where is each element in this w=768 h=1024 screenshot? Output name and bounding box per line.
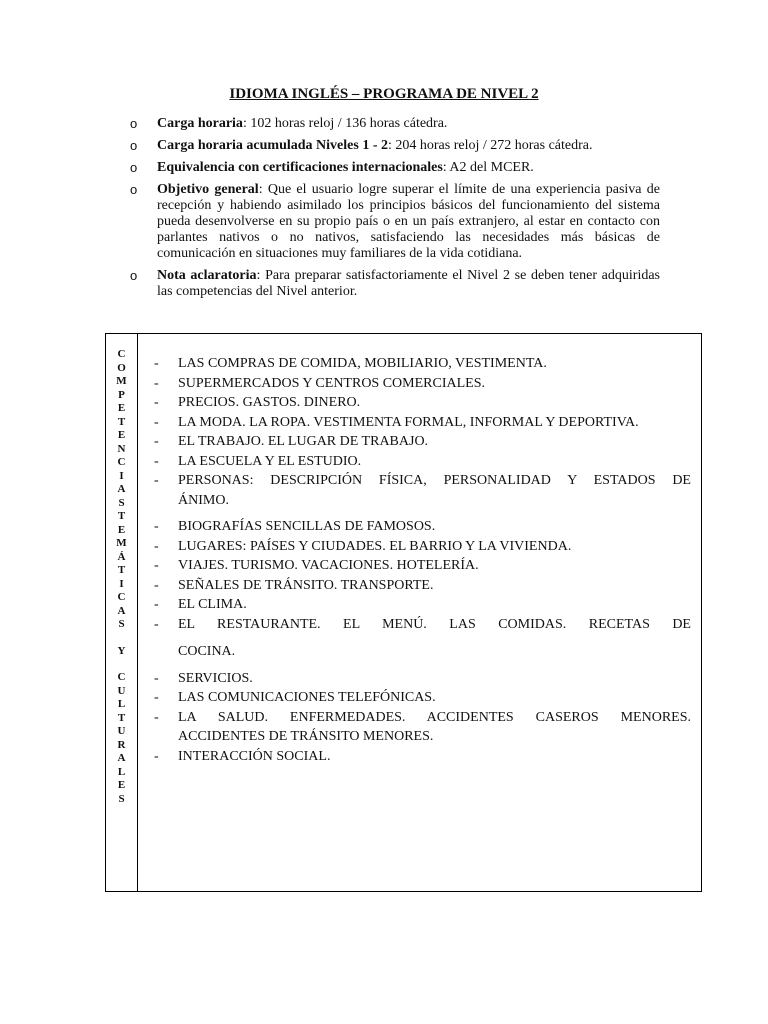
vertical-label-letter: Á: [117, 550, 126, 563]
vertical-label-letter: T: [117, 415, 126, 428]
detail-label: Objetivo general: [157, 182, 259, 197]
topic-item: [154, 537, 691, 557]
topic-text: LA MODA. LA ROPA. VESTIMENTA FORMAL, INFORMAL Y DEPORTIVA.: [178, 414, 639, 430]
topic-item: [154, 747, 691, 767]
topic-item: [154, 452, 691, 472]
topic-dash: -: [154, 375, 159, 391]
topic-dash: -: [154, 453, 159, 469]
detail-text: : 102 horas reloj / 136 horas cátedra.: [242, 116, 448, 131]
vertical-label-letter: E: [117, 523, 126, 536]
vertical-label-letter: T: [117, 711, 126, 724]
vertical-label-letter: E: [117, 779, 126, 791]
vertical-label-column: [106, 334, 138, 891]
vertical-label-gap: [106, 632, 137, 645]
topic-dash: -: [154, 538, 159, 554]
detail-objetivo-general: [130, 182, 660, 262]
topic-item: [154, 595, 691, 615]
topic-dash: -: [154, 434, 159, 449]
topic-continuation: ÁNIMO.: [178, 492, 229, 508]
topic-dash: -: [154, 616, 159, 632]
bullet-mark: o: [130, 268, 138, 283]
vertical-label-letter: S: [118, 618, 125, 630]
topic-text: LA ESCUELA Y EL ESTUDIO.: [178, 453, 362, 469]
detail-text: : Que el usuario logre superar el límite de una experiencia pasiva de recepción y habiendo asimilado los principios básicos del funcionamiento del sistema pueda desenvolverse en su propio país o en un país extranjero, al estar en contacto con parlantes nativos o no nativos, satisfaciendo las necesidades más básicas de comunicación en situaciones muy familiares de la vida cotidiana.: [157, 182, 660, 261]
topic-dash: -: [154, 473, 159, 488]
topic-dash: -: [154, 597, 159, 612]
vertical-label-letter: U: [117, 684, 126, 697]
detail-label: Equivalencia con certificaciones internacionales: [157, 160, 443, 175]
topic-continuation: COCINA.: [178, 644, 236, 659]
topic-item: [154, 432, 691, 452]
topic-item: [154, 669, 691, 689]
detail-text: : A2 del MCER.: [442, 160, 534, 175]
topic-continuation: ACCIDENTES DE TRÁNSITO MENORES.: [178, 729, 434, 744]
topic-dash: -: [154, 577, 159, 593]
topic-dash: -: [154, 519, 159, 534]
detail-carga-acumulada: [130, 138, 660, 154]
detail-label: Carga horaria: [157, 116, 243, 131]
vertical-label-letter: C: [117, 591, 126, 603]
topic-text: PRECIOS. GASTOS. DINERO.: [178, 395, 361, 410]
topic-dash: -: [154, 748, 159, 764]
topic-item: [154, 576, 691, 596]
topic-dash: -: [154, 709, 159, 725]
vertical-label: [106, 348, 137, 806]
vertical-label-letter: C: [117, 671, 126, 683]
vertical-label-letter: M: [116, 375, 127, 387]
topic-text: PERSONAS: DESCRIPCIÓN FÍSICA, PERSONALIDAD Y ESTADOS DE: [178, 473, 691, 488]
vertical-label-letter: I: [119, 469, 124, 482]
vertical-label-letter: T: [117, 510, 126, 522]
vertical-label-letter: C: [117, 456, 126, 468]
topic-text: LAS COMPRAS DE COMIDA, MOBILIARIO, VESTIMENTA.: [178, 356, 547, 371]
vertical-label-letter: A: [117, 604, 126, 617]
vertical-label-letter: R: [117, 738, 126, 751]
detail-label: Carga horaria acumulada Niveles 1 - 2: [157, 138, 388, 153]
topic-item: [154, 413, 691, 433]
vertical-label-letter: P: [118, 388, 125, 401]
topic-item: [154, 374, 691, 394]
vertical-label-letter: S: [118, 792, 125, 805]
topic-item: [154, 556, 691, 576]
detail-text: : Para preparar satisfactoriamente el Nivel 2 se deben tener adquiridas las competencias del Nivel anterior.: [157, 268, 660, 299]
topic-text: INTERACCIÓN SOCIAL.: [178, 748, 331, 764]
vertical-label-letter: M: [116, 537, 127, 549]
vertical-label-letter: T: [117, 564, 126, 576]
detail-nota-aclaratoria: [130, 268, 660, 300]
topic-item: [154, 615, 691, 662]
topic-text: LUGARES: PAÍSES Y CIUDADES. EL BARRIO Y LA VIVIENDA.: [178, 538, 572, 554]
bullet-mark: o: [130, 160, 138, 175]
vertical-label-letter: E: [117, 402, 126, 414]
topic-dash: -: [154, 414, 159, 430]
vertical-label-letter: U: [117, 725, 126, 737]
vertical-label-letter: L: [117, 698, 126, 710]
detail-label: Nota aclaratoria: [157, 268, 257, 283]
detail-carga-horaria: [130, 116, 660, 132]
topic-text: BIOGRAFÍAS SENCILLAS DE FAMOSOS.: [178, 519, 436, 534]
topic-item: [154, 708, 691, 747]
topic-text: LAS COMUNICACIONES TELEFÓNICAS.: [178, 690, 436, 705]
topic-item: [154, 471, 691, 510]
vertical-label-gap: [106, 658, 137, 671]
vertical-label-letter: I: [119, 577, 124, 590]
bullet-mark: o: [130, 138, 138, 153]
program-details-list: [130, 116, 660, 306]
topic-dash: -: [154, 395, 159, 410]
topic-text: SERVICIOS.: [178, 670, 253, 686]
topic-item: [154, 517, 691, 537]
detail-text: : 204 horas reloj / 272 horas cátedra.: [387, 138, 593, 153]
topic-dash: -: [154, 356, 159, 371]
vertical-label-letter: S: [118, 496, 125, 509]
topic-text: EL CLIMA.: [178, 597, 247, 612]
topic-item: [154, 393, 691, 413]
topic-text: EL RESTAURANTE. EL MENÚ. LAS COMIDAS. RECETAS DE: [178, 616, 691, 632]
topic-item: [154, 688, 691, 708]
bullet-mark: o: [130, 116, 138, 131]
topic-dash: -: [154, 558, 159, 573]
vertical-label-letter: N: [117, 442, 126, 455]
vertical-label-letter: L: [117, 765, 126, 778]
detail-equivalencia: [130, 160, 660, 176]
vertical-label-letter: E: [117, 429, 126, 441]
topic-text: EL TRABAJO. EL LUGAR DE TRABAJO.: [178, 434, 429, 449]
vertical-label-letter: Y: [117, 644, 126, 657]
topics-list: [154, 354, 691, 766]
vertical-label-letter: A: [117, 752, 126, 764]
topic-text: SUPERMERCADOS Y CENTROS COMERCIALES.: [178, 375, 486, 391]
topic-dash: -: [154, 690, 159, 705]
bullet-mark: o: [130, 182, 138, 197]
competencies-table: [105, 333, 702, 892]
topic-text: VIAJES. TURISMO. VACACIONES. HOTELERÍA.: [178, 558, 479, 573]
topic-text: SEÑALES DE TRÁNSITO. TRANSPORTE.: [178, 577, 434, 593]
vertical-label-letter: O: [117, 361, 126, 374]
topic-dash: -: [154, 670, 159, 686]
document-title: IDIOMA INGLÉS – PROGRAMA DE NIVEL 2: [229, 86, 539, 102]
topic-text: LA SALUD. ENFERMEDADES. ACCIDENTES CASEROS MENORES.: [178, 709, 691, 725]
vertical-label-letter: A: [117, 483, 126, 495]
vertical-label-letter: C: [117, 348, 126, 360]
topic-item: [154, 354, 691, 374]
